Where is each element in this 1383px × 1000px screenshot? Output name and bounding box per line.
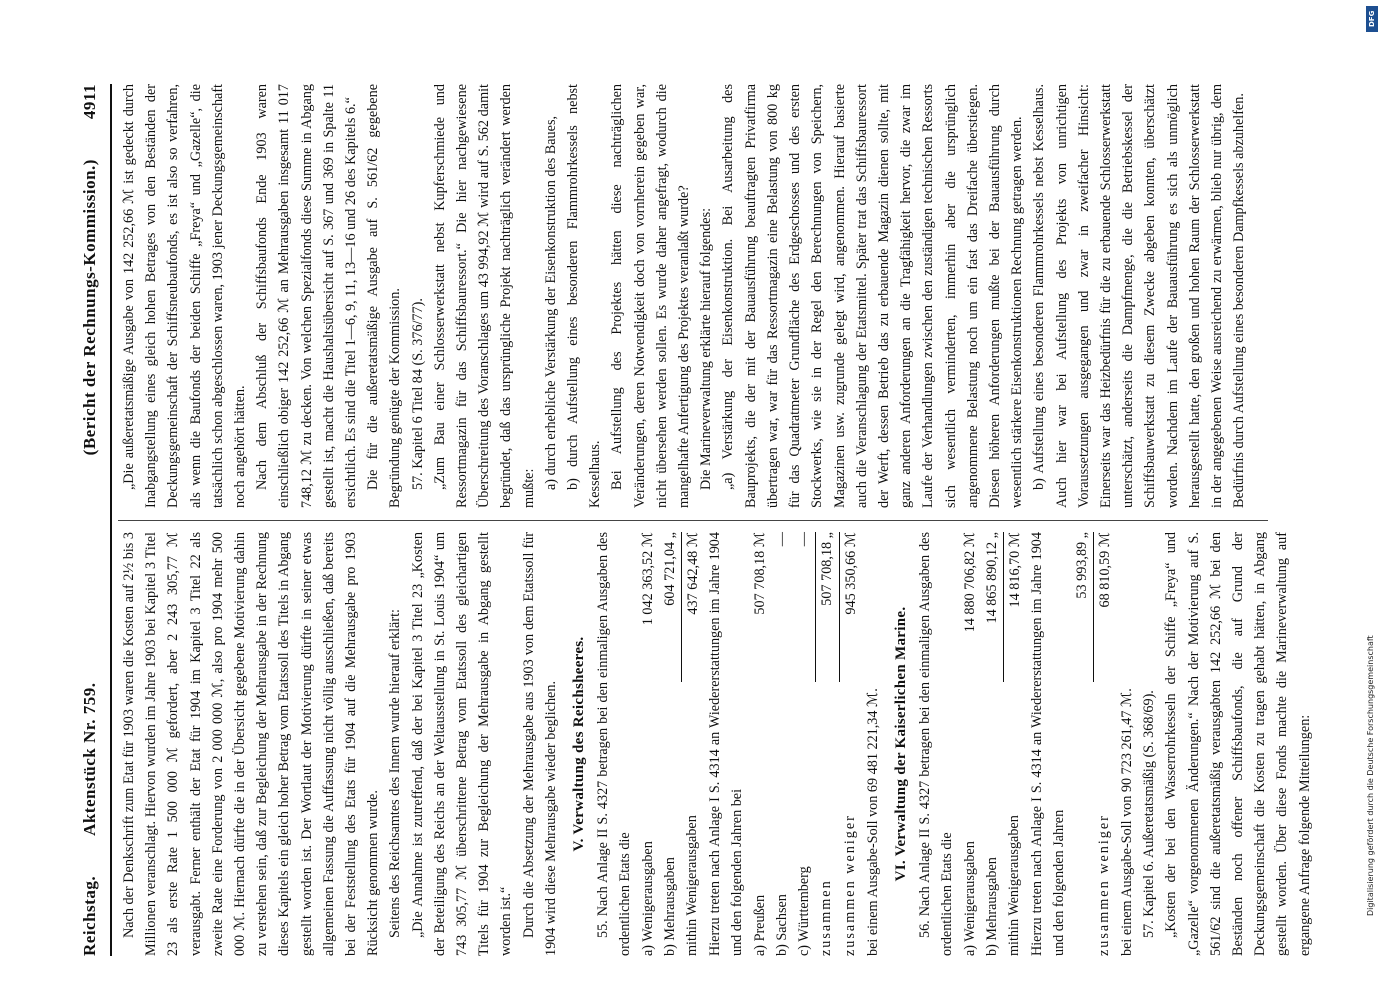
quote-paragraph: „Zum Bau einer Schlosserwerkstatt nebst Kupferschmiede und Ressortmagazin für das Schiffsbauressort.“ Die hier nachgewiesene Überschreitung des Voranschlages um 43 994,92 ℳ wird auf S. 562 damit begründet, daß das ursprüngliche Projekt nachträglich verändert werden mußte: [431, 84, 537, 508]
amount-row: b) Sachsen — [773, 532, 790, 956]
paragraph: Die für die außeretatsmäßige Ausgabe auf S. 561/62 gegebene Begründung genügte der Kommission. [365, 84, 404, 508]
paragraph: Seitens des Reichsamtes des Innern wurde hierauf erklärt: [387, 609, 404, 938]
header-bericht: (Bericht der Rechnungs-Kommission.) [80, 159, 99, 456]
quote-paragraph: „Die außeretatsmäßige Ausgabe von 142 252,66 ℳ ist gedeckt durch Inabgangstellung eines gleich hohen Betrages von den Beständen der Deckungsgemeinschaft der Schiffsneubaufonds, es ist also so verfahren, als wenn die Baufonds der beiden Schiffe „Freya“ und „Gazelle“, die tatsächlich schon abgeschlossen waren, 1903 jener Deckungsgemeinschaft noch angehört hätten. [121, 84, 249, 508]
amount-row: zusammen 507 708,18 „ [815, 532, 838, 956]
section-heading: V. Verwaltung des Reichsheeres. [571, 636, 588, 852]
digitization-note [1366, 6, 1378, 996]
right-column [118, 84, 1278, 508]
header-aktenstueck: Aktenstück Nr. 759. [80, 682, 99, 836]
paragraph: Hierzu treten nach Anlage I S. 4314 an Wiedererstattungen im Jahre 1904 und den folgenden Jahren [1029, 532, 1068, 956]
column-divider [118, 520, 1268, 521]
amount-row: b) Mehrausgaben 14 865 890,12 „ [983, 532, 1000, 956]
paragraph: Durch die Absetzung der Mehrausgabe aus 1903 von dem Etatssoll für 1904 wird diese Mehrausgabe wieder beglichen. [520, 532, 559, 956]
amount-row: a) Preußen 507 708,18 ℳ [751, 532, 768, 956]
paragraph: bei einem Ausgabe-Soll von 69 481 221,34 ℳ. [864, 688, 881, 956]
amount-row: a) Wenigerausgaben 14 880 706,82 ℳ [961, 532, 978, 956]
left-column [118, 532, 1313, 956]
paragraph: Hierzu treten nach Anlage I S. 4314 an Wiedererstattungen im Jahre 1904 und den folgenden Jahren bei [707, 532, 746, 956]
amount-row: 53 993,89 „ [1073, 532, 1090, 599]
quote-paragraph: „a) Verstärkung der Eisenkonstruktion. Bei Ausarbeitung des Bauprojekts, die der mit der Bauausführung beauftragten Privatfirma übertragen war, war für das Ressortmagazin eine Belastung von 800 kg für das Quadratmeter Grundfläche des Erdgeschosses und des ersten Stockwerks, wie sie in der Regel den Berechnungen von Speichern, Magazinen usw. zugrunde gelegt wird, angenommen. Hierauf basierte auch die Veranschlagung der Etatsmittel. Später trat das Schiffsbauressort der Werft, dessen Betrieb das zu erbauende Magazin dienen sollte, mit ganz anderen Anforderungen an die Tragfähigkeit hervor, die zwar im Laufe der Verhandlungen zwischen den zuständigen technischen Ressorts sich wesentlich verminderten, immerhin aber die ursprünglich angenommene Belastung noch um ein fast das Dreifache überstiegen. Diesen höheren Anforderungen mußte bei der Bauausführung durch wesentlich stärkere Eisenkonstruktionen Rechnung getragen werden. [720, 84, 1026, 508]
list-item: b) durch Aufstellung eines besonderen Flammrohrkessels nebst Kesselhaus. [565, 84, 604, 508]
list-item: a) durch erhebliche Verstärkung der Eisenkonstruktion des Baues, [542, 115, 559, 490]
amount-row: mithin Wenigerausgaben 437 642,48 ℳ [681, 532, 704, 956]
section-heading: VI. Verwaltung der Kaiserlichen Marine. [892, 606, 909, 882]
amount-row: zusammen weniger 945 350,66 ℳ [839, 532, 862, 956]
document-page [66, 66, 1313, 974]
paragraph: 55. Nach Anlage II S. 4327 betragen bei den einmaligen Ausgaben des ordentlichen Etats die [595, 532, 634, 956]
amount-row: c) Württemberg — [796, 532, 813, 956]
paragraph: Nach dem Abschluß der Schiffsbaufonds Ende 1903 waren einschließlich obiger 142 252,66 ℳ an Mehrausgaben insgesamt 11 017 748,12 ℳ zu decken. Von welchen Spezialfonds diese Summe in Abgang gestellt ist, macht die Haushaltsübersicht auf S. 367 und 369 in Spalte 11 ersichtlich. Es sind die Titel 1—6, 9, 11, 13—16 und 26 des Kapitels 6.“ [254, 84, 360, 508]
paragraph: b) Aufstellung eines besonderen Flammrohrkessels nebst Kesselhaus. Auch hier war bei Aufstellung des Projekts von unrichtigen Voraussetzungen ausgegangen und zwar in zweifacher Hinsicht: Einerseits war das Heizbedürfnis für die zu erbauende Schlosserwerkstatt unterschätzt, anderseits die Dampfmenge, die die Betriebskessel der Schiffsbauwerkstatt zu diesem Zwecke abgeben konnten, überschätzt worden. Nachdem im Laufe der Bauausführung es sich als unmöglich herausgestellt hatte, den großen und hohen Raum der Schlosserwerkstatt in der angegebenen Weise ausreichend zu erwärmen, blieb nur übrig, dem Bedürfnis durch Aufstellung eines besonderen Dampfkessels abzuhelfen. [1031, 84, 1248, 508]
paragraph: Nach der Denkschrift zum Etat für 1903 waren die Kosten auf 2½ bis 3 Millionen veranschlagt. Hiervon wurden im Jahre 1903 bei Kapitel 3 Titel 23 als erste Rate 1 500 000 ℳ gefordert, aber 2 243 305,77 ℳ verausgabt. Ferner enthält der Etat für 1904 im Kapitel 3 Titel 22 als zweite Rate eine Forderung von 2 000 000 ℳ, also pro 1904 mehr 500 000 ℳ. Hiernach dürfte die in der Übersicht gegebene Motivierung dahin zu verstehen sein, daß zur Begleichung der Mehrausgabe in der Rechnung dieses Kapitels ein gleich hoher Betrag vom Etatssoll des Titels in Abgang gestellt worden ist. Der Wortlaut der Motivierung dürfte in seiner etwas allgemeinen Fassung die Auffassung nicht völlig ausschließen, daß bereits bei der Feststellung des Etats für 1904 auf die Mehrausgabe pro 1903 Rücksicht genommen wurde. [121, 532, 382, 956]
amount-row: zusammen weniger 68 810,59 ℳ [1093, 532, 1116, 956]
paragraph: 57. Kapitel 6. Außeretatsmäßig (S. 368/69). [1141, 690, 1158, 938]
paragraph: Bei Aufstellung des Projektes hätten diese nachträglichen Veränderungen, deren Notwendigkeit doch von vornherein gegeben war, nicht übersehen werden sollen. Es wurde daher angefragt, wodurch die mangelhafte Anfertigung des Projektes veranlaßt wurde? [609, 84, 693, 508]
paragraph: 56. Nach Anlage II S. 4327 betragen bei den einmaligen Ausgaben des ordentlichen Etats die [917, 532, 956, 956]
paragraph: bei einem Ausgabe-Soll von 90 723 261,47 ℳ. [1118, 688, 1135, 956]
paragraph: Die Marineverwaltung erklärte hierauf folgendes: [698, 207, 715, 490]
quote-paragraph: „Kosten der bei den Wasserrohrkesseln der Schiffe „Freya“ und „Gazelle“ vorgenommenen Änderungen.“ Nach der Motivierung auf S. 561/62 sind die außeretatsmäßig verausgabten 142 252,66 ℳ bei den Beständen noch offener Schiffsbaufonds, die auf Grund der Deckungsgemeinschaft die Kosten zu tragen gehabt hätten, in Abgang gestellt worden. Über diese Fonds machte die Marineverwaltung auf ergangene Anfrage folgende Mitteilungen: [1163, 532, 1313, 956]
quote-paragraph: „Die Annahme ist zutreffend, daß der bei Kapitel 3 Titel 23 „Kosten der Beteiligung des Reichs an der Weltausstellung in St. Louis 1904“ um 743 305,77 ℳ überschrittene Betrag vom Etatssoll des gleichartigen Titels für 1904 zur Begleichung der Mehrausgabe in Abgang gestellt worden ist.“ [409, 532, 515, 956]
page-header [70, 84, 112, 956]
amount-row: mithin Wenigerausgaben 14 816,70 ℳ [1003, 532, 1026, 956]
dfg-logo: DFG [1366, 6, 1378, 32]
funding-notice: Digitalisierung gefördert durch die Deutsche Forschungsgemeinschaft [1366, 635, 1375, 916]
header-reichstag: Reichstag. [80, 875, 99, 956]
amount-row: b) Mehrausgaben 604 721,04 „ [661, 532, 678, 956]
amount-row: a) Wenigerausgaben 1 042 363,52 ℳ [639, 532, 656, 956]
page-number: 4911 [80, 84, 99, 120]
paragraph: 57. Kapitel 6 Titel 84 (S. 376/77). [409, 298, 426, 490]
